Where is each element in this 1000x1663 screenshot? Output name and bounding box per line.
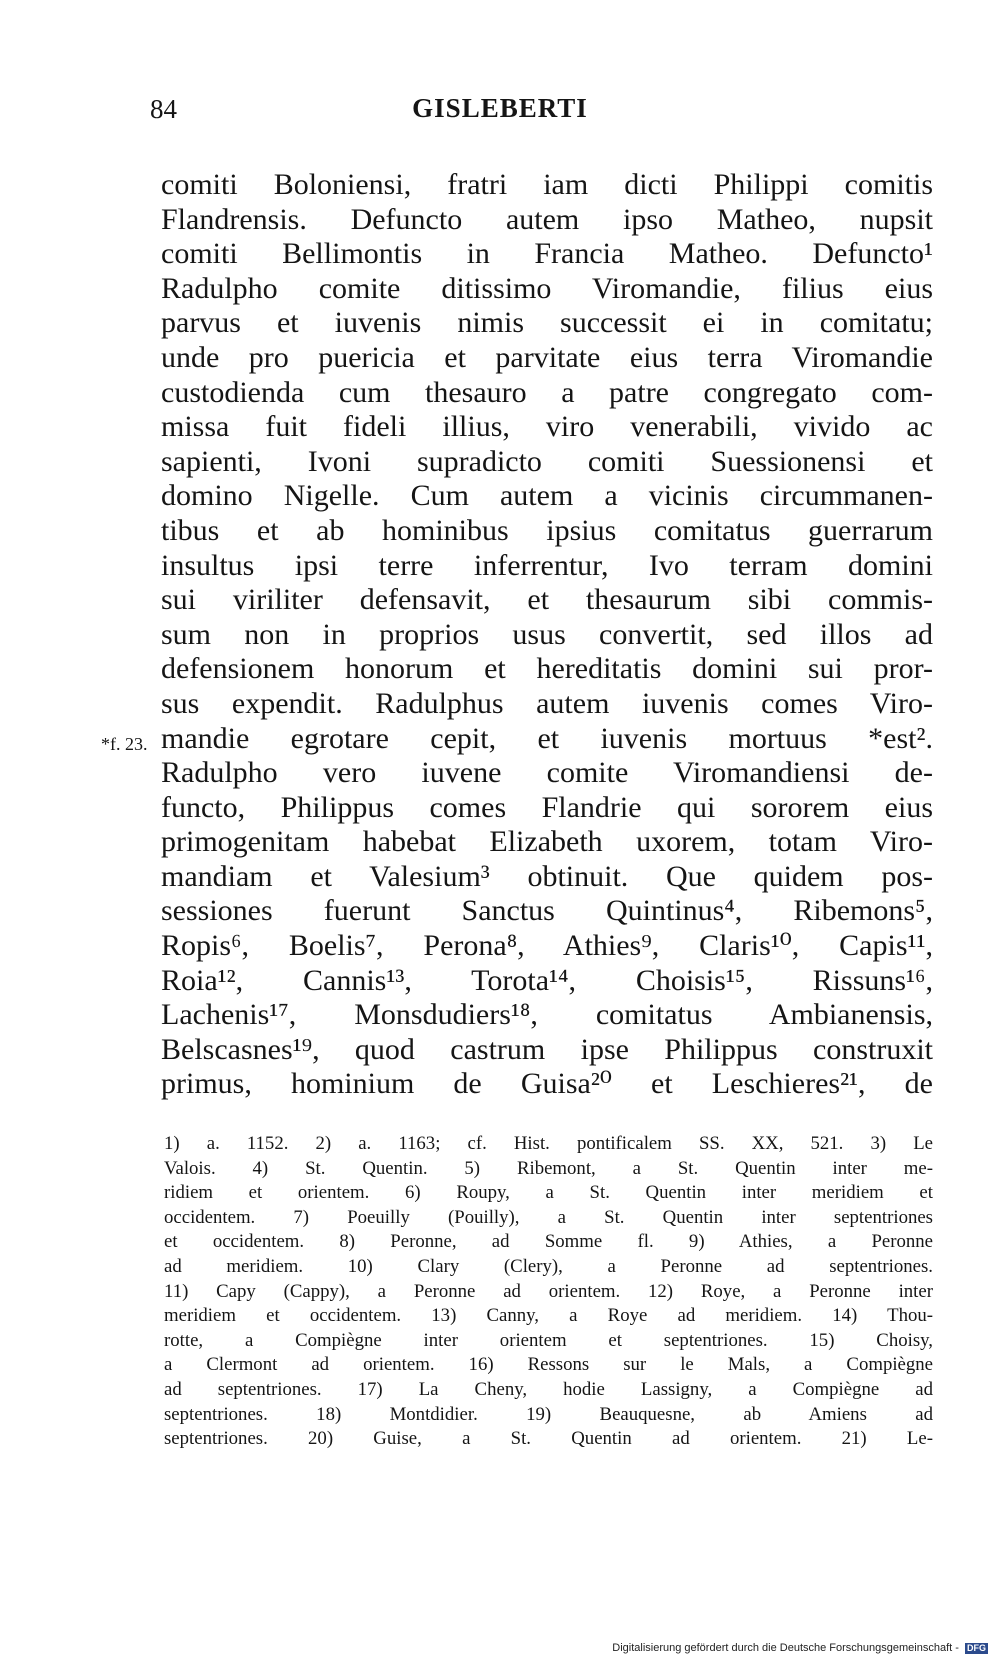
text-line: Flandrensis. Defuncto autem ipso Matheo, nupsit bbox=[161, 202, 933, 236]
text-line: primus, hominium de Guisa²⁰ et Leschieres²¹, de bbox=[161, 1067, 933, 1101]
credit-text: Digitalisierung gefördert durch die Deutsche Forschungsgemeinschaft - bbox=[612, 1642, 959, 1654]
text-line: custodienda cum thesauro a patre congregato com- bbox=[161, 375, 933, 409]
text-line: functo, Philippus comes Flandrie qui sororem eius bbox=[161, 790, 933, 824]
text-line: sessiones fuerunt Sanctus Quintinus⁴, Ribemons⁵, bbox=[161, 894, 933, 928]
text-line: Belscasnes¹⁹, quod castrum ipse Philippus construxit bbox=[161, 1032, 933, 1066]
footnote-line: a Clermont ad orientem. 16) Ressons sur le Mals, a Compiègne bbox=[164, 1354, 933, 1376]
footnote-line: ridiem et orientem. 6) Roupy, a St. Quentin inter meridiem et bbox=[164, 1182, 933, 1204]
text-line: sum non in proprios usus convertit, sed illos ad bbox=[161, 617, 933, 651]
footnote-line: et occidentem. 8) Peronne, ad Somme fl. 9) Athies, a Peronne bbox=[164, 1231, 933, 1253]
text-line: mandie egrotare cepit, et iuvenis mortuus *est². bbox=[161, 721, 933, 755]
text-line: sui viriliter defensavit, et thesaurum sibi commis- bbox=[161, 583, 933, 617]
footnote-line: occidentem. 7) Poeuilly (Pouilly), a St. Quentin inter septentriones bbox=[164, 1206, 933, 1228]
text-line: Ropis⁶, Boelis⁷, Perona⁸, Athies⁹, Claris¹⁰, Capis¹¹, bbox=[161, 929, 933, 963]
footnote-line: rotte, a Compiègne inter orientem et septentriones. 15) Choisy, bbox=[164, 1329, 933, 1351]
text-line: defensionem honorum et hereditatis domini sui pror- bbox=[161, 652, 933, 686]
text-line: Lachenis¹⁷, Monsdudiers¹⁸, comitatus Ambianensis, bbox=[161, 998, 933, 1032]
text-line: sapienti, Ivoni supradicto comiti Suessionensi et bbox=[161, 444, 933, 478]
text-line: domino Nigelle. Cum autem a vicinis circummanen- bbox=[161, 479, 933, 513]
text-line: Roia¹², Cannis¹³, Torota¹⁴, Choisis¹⁵, Rissuns¹⁶, bbox=[161, 963, 933, 997]
running-head: GISLEBERTI bbox=[412, 93, 588, 123]
text-line: tibus et ab hominibus ipsius comitatus guerrarum bbox=[161, 513, 933, 547]
footnotes bbox=[164, 1132, 933, 1452]
footnote-line: ad septentriones. 17) La Cheny, hodie Lassigny, a Compiègne ad bbox=[164, 1378, 933, 1400]
page-number: 84 bbox=[150, 94, 177, 124]
text-line: primogenitam habebat Elizabeth uxorem, totam Viro- bbox=[161, 825, 933, 859]
footnote-line: septentriones. 18) Montdidier. 19) Beauquesne, ab Amiens ad bbox=[164, 1403, 933, 1425]
footnote-line: meridiem et occidentem. 13) Canny, a Roye ad meridiem. 14) Thou- bbox=[164, 1305, 933, 1327]
text-line: Radulpho comite ditissimo Viromandie, filius eius bbox=[161, 271, 933, 305]
footnote-line: 11) Capy (Cappy), a Peronne ad orientem. 12) Roye, a Peronne inter bbox=[164, 1280, 933, 1302]
main-text bbox=[161, 168, 933, 1102]
text-line: mandiam et Valesium³ obtinuit. Que quidem pos- bbox=[161, 859, 933, 893]
text-line: sus expendit. Radulphus autem iuvenis comes Viro- bbox=[161, 686, 933, 720]
text-line: parvus et iuvenis nimis successit ei in comitatu; bbox=[161, 306, 933, 340]
text-line: insultus ipsi terre inferrentur, Ivo terram domini bbox=[161, 548, 933, 582]
text-line: Radulpho vero iuvene comite Viromandiensi de- bbox=[161, 756, 933, 790]
footnote-line: 1) a. 1152. 2) a. 1163; cf. Hist. pontificalem SS. XX, 521. 3) Le bbox=[164, 1133, 933, 1154]
digitization-credit bbox=[612, 1642, 988, 1654]
text-line: missa fuit fideli illius, viro venerabili, vivido ac bbox=[161, 410, 933, 444]
text-line: comiti Boloniensi, fratri iam dicti Philippi comitis bbox=[161, 168, 933, 201]
footnote-line: septentriones. 20) Guise, a St. Quentin ad orientem. 21) Le- bbox=[164, 1428, 933, 1450]
footnote-line: Valois. 4) St. Quentin. 5) Ribemont, a St. Quentin inter me- bbox=[164, 1157, 933, 1179]
dfg-logo: DFG bbox=[967, 1642, 986, 1653]
footnote-line: ad meridiem. 10) Clary (Clery), a Peronne ad septentriones. bbox=[164, 1255, 933, 1277]
text-line: comiti Bellimontis in Francia Matheo. Defuncto¹ bbox=[161, 237, 933, 271]
text-line: unde pro puericia et parvitate eius terra Viromandie bbox=[161, 340, 933, 374]
margin-folio-note: *f. 23. bbox=[101, 734, 148, 754]
